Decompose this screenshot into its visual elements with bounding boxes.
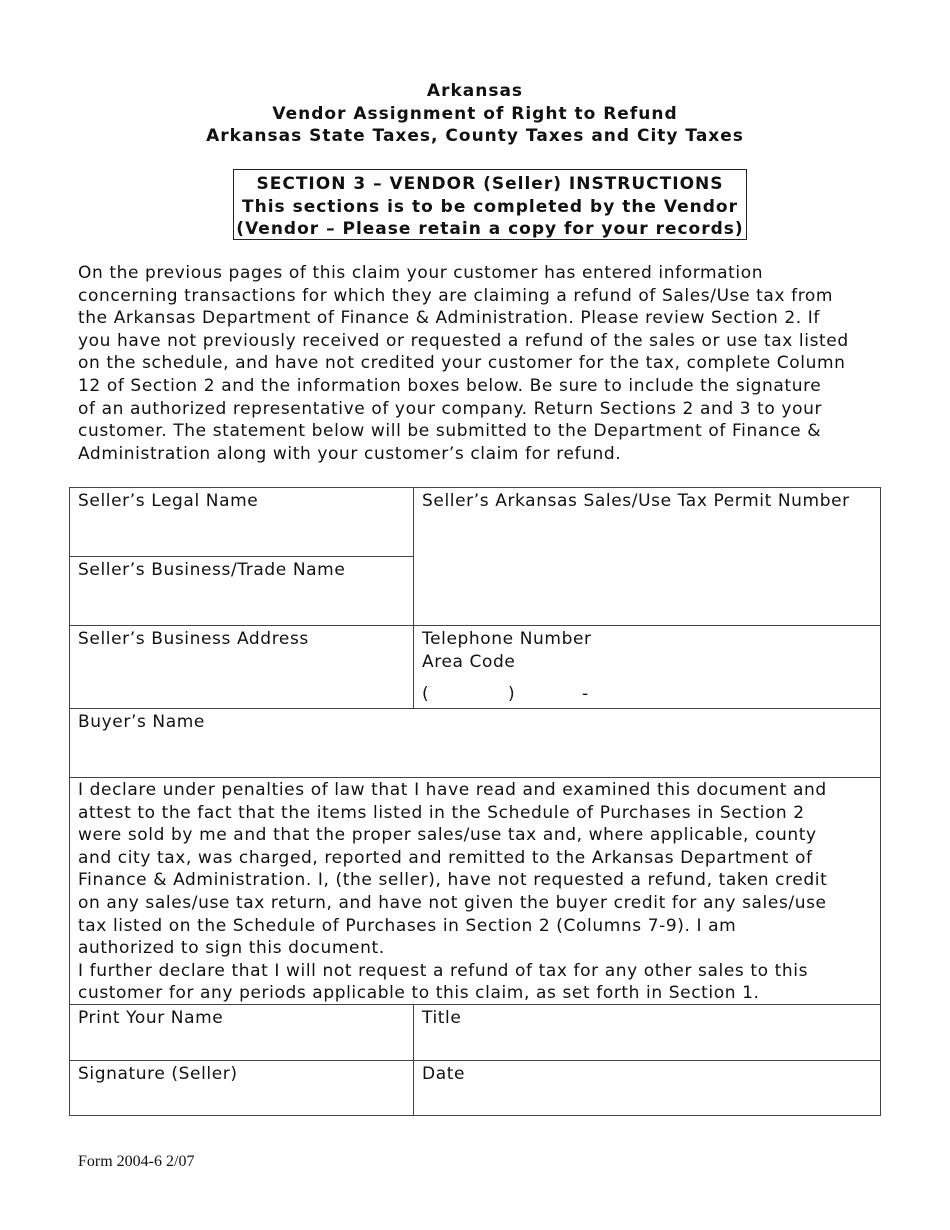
intro-line: On the previous pages of this claim your customer has entered information [78,263,764,283]
signature-field[interactable]: Signature (Seller) [78,1064,238,1084]
intro-line: you have not previously received or requested a refund of the sales or use tax listed [78,330,849,351]
business-address-field[interactable]: Seller’s Business Address [78,629,309,649]
intro-line: of an authorized representative of your company. Return Sections 2 and 3 to your [78,398,823,419]
row-divider [69,708,881,709]
declaration-line: Finance & Administration. I, (the seller), have not requested a refund, taken credit [78,870,828,891]
declaration-line: attest to the fact that the items listed in the Schedule of Purchases in Section 2 [78,802,805,823]
permit-number-field[interactable]: Seller’s Arkansas Sales/Use Tax Permit Number [422,491,850,511]
section-heading: SECTION 3 – VENDOR (Seller) INSTRUCTIONS [256,174,724,194]
declaration-line: on any sales/use tax return, and have not given the buyer credit for any sales/use [78,892,827,913]
trade-name-field[interactable]: Seller’s Business/Trade Name [78,560,346,580]
declaration-paragraph [78,779,878,1005]
telephone-number-field[interactable]: Telephone Number [422,629,592,649]
column-divider [413,1004,414,1116]
intro-line: 12 of Section 2 and the information boxes below. Be sure to include the signature [78,375,822,396]
section-subheading: This sections is to be completed by the Vendor [242,196,738,217]
intro-line: the Arkansas Department of Finance & Administration. Please review Section 2. If [78,308,820,329]
declaration-line: customer for any periods applicable to this claim, as set forth in Section 1. [78,983,760,1004]
form-title: Vendor Assignment of Right to Refund [272,103,678,124]
declaration-line: I declare under penalties of law that I have read and examined this document and [78,780,827,800]
declaration-line: tax listed on the Schedule of Purchases in Section 2 (Columns 7-9). I am [78,915,737,936]
section-retain-note: (Vendor – Please retain a copy for your records) [236,219,744,239]
intro-line: on the schedule, and have not credited your customer for the tax, complete Column [78,353,846,374]
buyer-name-field[interactable]: Buyer’s Name [78,712,205,732]
print-name-field[interactable]: Print Your Name [78,1008,224,1028]
row-divider [69,625,881,626]
declaration-line: were sold by me and that the proper sales/use tax and, where applicable, county [78,825,817,846]
section-3-instructions-box [233,169,747,240]
phone-close-paren: ) [508,684,516,704]
phone-open-paren: ( [422,684,430,704]
declaration-line: authorized to sign this document. [78,938,385,959]
state-title: Arkansas [426,81,524,101]
declaration-line: I further declare that I will not request a refund of tax for any other sales to this [78,960,809,981]
column-divider [413,487,414,708]
area-code-label: Area Code [422,652,516,672]
row-divider [69,777,881,778]
intro-line: customer. The statement below will be submitted to the Department of Finance & [78,421,822,442]
intro-line: Administration along with your customer’s claim for refund. [78,443,622,464]
row-divider [69,1060,881,1061]
phone-dash: - [582,684,589,704]
row-divider [69,556,414,557]
form-number: Form 2004-6 2/07 [78,1153,195,1170]
form-subtitle: Arkansas State Taxes, County Taxes and City Taxes [206,126,744,146]
declaration-line: and city tax, was charged, reported and remitted to the Arkansas Department of [78,847,813,868]
form-header [0,80,950,148]
intro-paragraph [78,262,878,465]
date-field[interactable]: Date [422,1064,466,1084]
title-field[interactable]: Title [422,1008,462,1028]
legal-name-field[interactable]: Seller’s Legal Name [78,491,259,511]
intro-line: concerning transactions for which they are claiming a refund of Sales/Use tax from [78,285,834,306]
